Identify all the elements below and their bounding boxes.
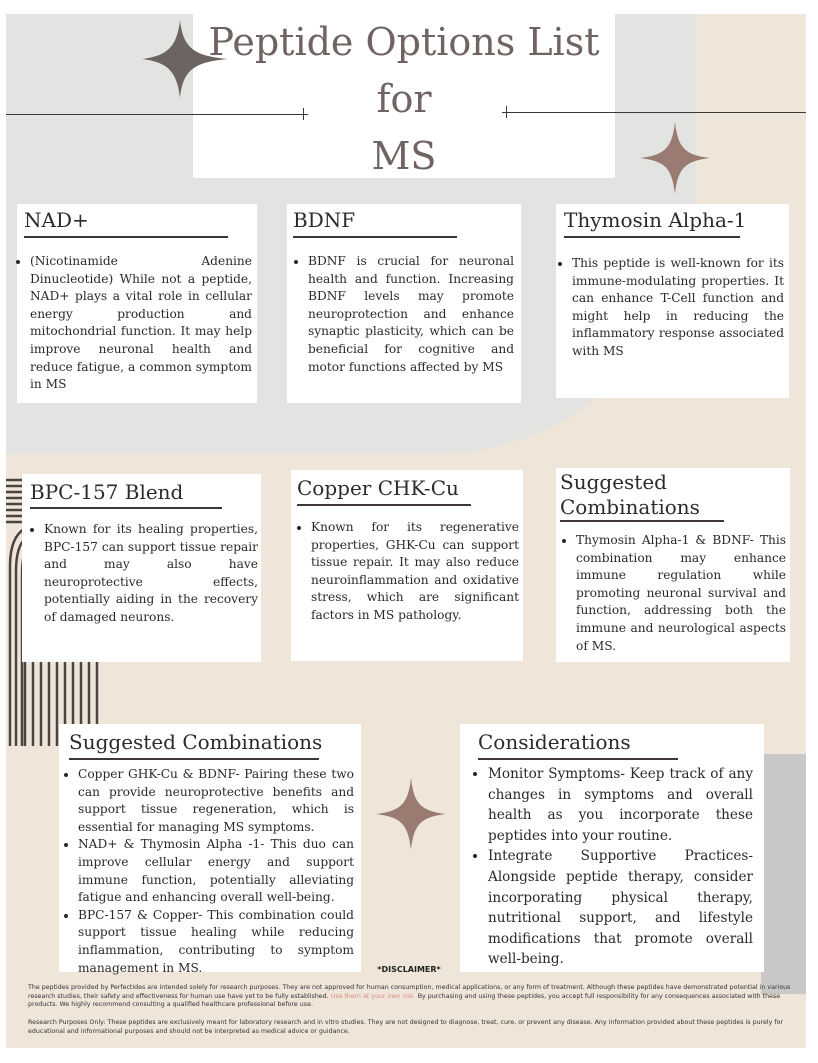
card-suggested-small-heading	[560, 470, 700, 520]
right-divider-tick	[506, 106, 507, 118]
card-thymosin-text	[556, 255, 784, 361]
list-item: • Integrate Supportive Practices- Alongside peptide therapy, consider incorporating physical therapy, nutritional support, and lifestyle modifications that promote overall well-being.	[488, 846, 753, 970]
title-line-1: Peptide Options List	[208, 20, 600, 64]
rose-star-icon-top	[640, 122, 710, 194]
card-copper-heading: Copper CHK-Cu	[297, 476, 459, 500]
card-suggested-large-text	[62, 766, 354, 977]
list-item: • Copper GHK-Cu & BDNF- Pairing these two can provide neuroprotective benefits and support tissue regeneration, which is essential for managing MS symptoms.	[78, 766, 354, 836]
card-thymosin-rule	[564, 236, 740, 238]
card-copper-text	[295, 519, 519, 625]
card-bdnf-rule	[293, 236, 457, 238]
left-divider-line	[6, 114, 308, 115]
card-nad-heading: NAD+	[24, 208, 89, 232]
card-bdnf-heading: BDNF	[293, 208, 356, 232]
list-item: • (Nicotinamide Adenine Dinucleotide) While not a peptide, NAD+ plays a vital role in cellular energy production and mitochondrial function. It may help improve neuronal health and reduce fatigue, a common symptom in MS	[30, 253, 252, 394]
left-divider-tick	[303, 108, 304, 120]
right-grey-block	[761, 754, 806, 994]
list-item: • NAD+ & Thymosin Alpha -1- This duo can improve cellular energy and support immune function, potentially alleviating fatigue and enhancing overall well-being.	[78, 836, 354, 906]
disclaimer-paragraph-2: Research Purposes Only: These peptides are exclusively meant for laboratory research and in vitro studies. They are not designed to diagnose, treat, cure, or prevent any disease. Any information provided about these peptides is purely for educational and informational purposes and should not be interpreted as medical advice or guidance.	[28, 1019, 784, 1035]
disclaimer-text-b: By purchasing and using these peptides, you accept full responsibility for any consequences associated with these products. We highly recommend consulting a qualified healthcare professional before use.	[28, 992, 781, 1009]
dark-star-icon	[142, 20, 228, 98]
list-item: • Known for its regenerative properties, GHK-Cu can support tissue repair. It may also reduce neuroinflammation and oxidative stress, which are significant factors in MS pathology.	[311, 519, 519, 625]
disclaimer-text-a: The peptides provided by Perfectides are intended solely for research purposes. They are not approved for human consumption, medical applications, or any form of treatment. Although these peptides have demonstrated potential in various research studies, their safety and effectiveness for human use have yet to be fully established.	[28, 984, 791, 1000]
card-suggested-large-heading: Suggested Combinations	[69, 730, 323, 754]
card-considerations-heading: Considerations	[478, 730, 631, 754]
rose-star-icon-bottom	[376, 778, 446, 850]
list-item: • Monitor Symptoms- Keep track of any changes in symptoms and overall health as you incorporate these peptides into your routine.	[488, 764, 753, 846]
disclaimer-warning: Use them at your own risk.	[330, 992, 416, 1000]
card-bpc157-text	[28, 521, 258, 627]
heading-line: Suggested	[560, 470, 667, 494]
disclaimer-title: *DISCLAIMER*	[377, 965, 441, 974]
list-item: • Known for its healing properties, BPC-157 can support tissue repair and may also have neuroprotective effects, potentially aiding in the recovery of damaged neurons.	[44, 521, 258, 627]
card-considerations-rule	[478, 758, 678, 760]
right-divider-line	[502, 112, 806, 113]
disclaimer-paragraph-1	[28, 984, 806, 1010]
card-suggested-small-text	[560, 532, 786, 655]
card-bpc157-rule	[30, 507, 222, 509]
list-item: • Thymosin Alpha-1 & BDNF- This combination may enhance immune regulation while promoting neuronal survival and function, addressing both the immune and neurological aspects of MS.	[576, 532, 786, 655]
card-copper-rule	[297, 504, 471, 506]
list-item: • BDNF is crucial for neuronal health and function. Increasing BDNF levels may promote neuroprotection and enhance synaptic plasticity, which can be beneficial for cognitive and motor functions affected by MS	[308, 253, 514, 376]
card-considerations-text	[472, 764, 753, 970]
card-bdnf-text	[292, 253, 514, 376]
list-item: • BPC-157 & Copper- This combination could support tissue healing while reducing inflammation, contributing to symptom management in MS.	[78, 907, 354, 977]
page-title	[193, 14, 615, 185]
card-suggested-large-rule	[69, 758, 319, 760]
card-nad-text	[14, 253, 252, 394]
card-suggested-small-rule	[560, 520, 724, 522]
card-nad-rule	[24, 236, 228, 238]
title-line-3: MS	[371, 134, 437, 178]
heading-line: Combinations	[560, 495, 700, 519]
card-thymosin-heading: Thymosin Alpha-1	[564, 208, 747, 232]
title-line-2: for	[376, 77, 432, 121]
list-item: • This peptide is well-known for its immune-modulating properties. It can enhance T-Cell function and might help in reducing the inflammatory response associated with MS	[572, 255, 784, 361]
card-bpc157-heading: BPC-157 Blend	[30, 480, 184, 504]
